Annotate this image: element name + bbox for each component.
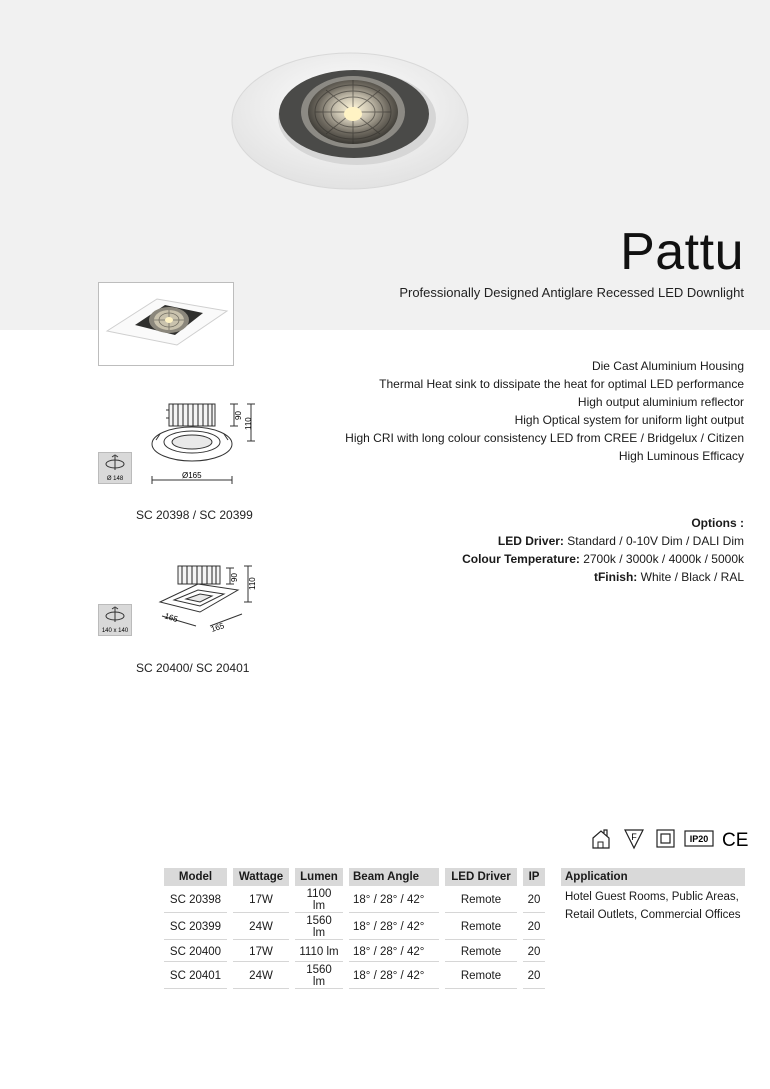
option-finish: tFinish: White / Black / RAL <box>593 570 744 584</box>
application-header: Application <box>561 868 745 886</box>
cell-ip: 20 <box>523 964 545 989</box>
cell-lumen: 1560 lm <box>295 915 343 940</box>
column-header-beam-angle: Beam Angle <box>349 868 439 886</box>
feature-item: Thermal Heat sink to dissipate the heat for optimal LED performance <box>379 377 744 391</box>
f-mark-label: F <box>631 832 637 842</box>
cell-led-driver: Remote <box>445 888 517 913</box>
round-cutout-icon <box>98 452 132 484</box>
cell-model: SC 20401 <box>164 964 227 989</box>
table-row <box>164 888 545 913</box>
column-header-wattage: Wattage <box>233 868 289 886</box>
square-downlight-thumbnail <box>98 282 234 366</box>
cell-model: SC 20399 <box>164 915 227 940</box>
cell-ip: 20 <box>523 888 545 913</box>
feature-item: Die Cast Aluminium Housing <box>591 359 744 373</box>
round-model-caption: SC 20398 / SC 20399 <box>136 508 253 522</box>
cell-model: SC 20398 <box>164 888 227 913</box>
cell-wattage: 24W <box>233 915 289 940</box>
square-depth-label: 165 <box>209 621 226 634</box>
table-row <box>164 964 545 989</box>
square-downlight-photo <box>99 283 233 365</box>
cell-led-driver: Remote <box>445 915 517 940</box>
feature-item: High Optical system for uniform light output <box>514 413 744 427</box>
column-header-lumen: Lumen <box>295 868 343 886</box>
feature-list <box>345 357 744 465</box>
options-heading: Options : <box>691 516 744 530</box>
ip-rating-icon <box>684 828 714 850</box>
cell-lumen: 1110 lm <box>295 942 343 962</box>
cell-wattage: 17W <box>233 888 289 913</box>
cell-beam-angle: 18° / 28° / 42° <box>349 888 439 913</box>
column-header-ip: IP <box>523 868 545 886</box>
round-downlight-photo <box>230 52 470 194</box>
feature-item: High CRI with long colour consistency LED from CREE / Bridgelux / Citizen <box>345 431 744 445</box>
product-subtitle: Professionally Designed Antiglare Recessed LED Downlight <box>399 285 744 300</box>
square-cutout-label: 140 x 140 <box>101 628 129 634</box>
cell-beam-angle: 18° / 28° / 42° <box>349 942 439 962</box>
round-cutout-label: Ø 148 <box>106 476 124 482</box>
round-height-90-label: 90 <box>234 411 243 420</box>
cell-lumen: 1560 lm <box>295 964 343 989</box>
column-header-led-driver: LED Driver <box>445 868 517 886</box>
house-mount-icon <box>590 828 614 850</box>
class-ii-icon <box>655 828 677 850</box>
cell-beam-angle: 18° / 28° / 42° <box>349 915 439 940</box>
table-row <box>164 942 545 962</box>
cell-wattage: 24W <box>233 964 289 989</box>
application-text: Hotel Guest Rooms, Public Areas, Retail Outlets, Commercial Offices <box>565 891 741 921</box>
square-cutout-icon <box>98 604 132 636</box>
ce-mark-label: CE <box>722 830 748 850</box>
square-height-90-label: 90 <box>230 573 239 582</box>
cell-wattage: 17W <box>233 942 289 962</box>
cell-lumen: 1100 lm <box>295 888 343 913</box>
specification-table <box>158 866 551 991</box>
f-mark-icon <box>623 828 645 850</box>
round-diameter-label: Ø165 <box>182 471 202 480</box>
option-colour-temperature: Colour Temperature: 2700k / 3000k / 4000k / 5000k <box>462 552 744 566</box>
table-header-row <box>164 868 545 886</box>
square-height-110-label: 110 <box>248 577 257 590</box>
ip-rating-label: IP20 <box>689 834 709 844</box>
cell-ip: 20 <box>523 942 545 962</box>
square-technical-drawing <box>150 560 270 636</box>
product-title: Pattu <box>620 223 744 281</box>
cell-led-driver: Remote <box>445 942 517 962</box>
square-width-label: 165 <box>163 611 179 625</box>
cell-beam-angle: 18° / 28° / 42° <box>349 964 439 989</box>
cell-led-driver: Remote <box>445 964 517 989</box>
feature-item: High output aluminium reflector <box>577 395 744 409</box>
feature-item: High Luminous Efficacy <box>618 449 744 463</box>
column-header-model: Model <box>164 868 227 886</box>
round-height-110-label: 110 <box>244 417 253 430</box>
cell-model: SC 20400 <box>164 942 227 962</box>
table-row <box>164 915 545 940</box>
ce-mark-icon <box>720 828 748 850</box>
cell-ip: 20 <box>523 915 545 940</box>
square-model-caption: SC 20400/ SC 20401 <box>136 661 250 675</box>
options-block <box>462 514 744 586</box>
option-led-driver: LED Driver: Standard / 0-10V Dim / DALI Dim <box>497 534 744 548</box>
